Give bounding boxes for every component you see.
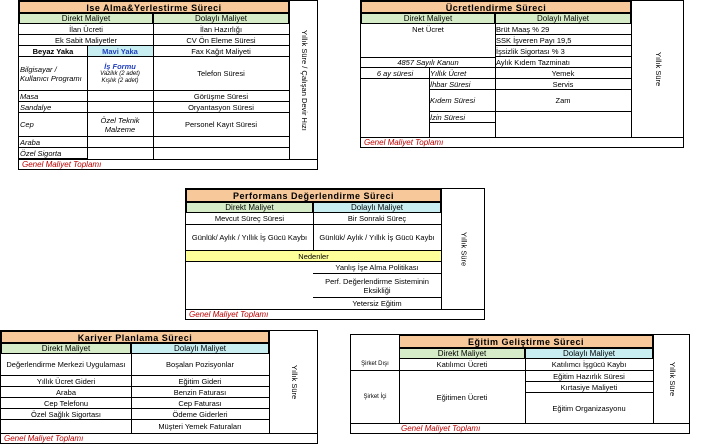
recruitment-direct-cell: İlan Ücreti [19, 24, 153, 35]
career-indirect-cell: Müşteri Yemek Faturaları [158, 422, 242, 431]
training-panel [350, 334, 690, 434]
compensation-panel [360, 0, 684, 148]
performance-side-label [441, 189, 486, 309]
blue-form-title: İş Formu [104, 62, 136, 71]
career-indirect-cell: Benzin Faturası [131, 387, 269, 398]
training-direct-cell: Katılımcı Ücreti [399, 359, 525, 371]
performance-direct-cell: Mevcut Süreç Süresi [186, 213, 313, 225]
recruitment-item: Özel Sigorta [19, 148, 87, 159]
career-direct-cell: Değerlendirme Merkezi Uygulaması [1, 354, 131, 376]
career-direct-cell: Yıllık Ücret Gideri [1, 376, 131, 387]
performance-indirect-cell: Bir Sonraki Süreç [313, 213, 441, 225]
compensation-right-row: İşsizlik Sigortası % 3 [495, 46, 631, 57]
reasons-header: Nedenler [186, 251, 441, 262]
recruitment-direct-header: Direkt Maliyet [19, 13, 153, 24]
blue-collar-empty [87, 102, 153, 113]
career-direct-cell: Özel Sağlık Sigortası [1, 409, 131, 420]
blue-form-note: Vazilık (2 adet) [100, 71, 140, 77]
compensation-side-text: Yıllık Süre [654, 51, 663, 87]
training-title: Eğitim Geliştirme Süreci [399, 335, 653, 348]
training-direct-cell: Eğitimen Ücreti [436, 392, 488, 402]
career-direct-cell: Cep Telefonu [1, 398, 131, 409]
performance-indirect-header: Dolaylı Maliyet [313, 202, 441, 213]
recruitment-indirect-header: Dolaylı Maliyet [153, 13, 289, 24]
recruitment-total: Genel Maliyet Toplamı [22, 160, 102, 169]
training-indirect-header: Dolaylı Maliyet [525, 348, 653, 359]
compensation-total: Genel Maliyet Toplamı [364, 138, 444, 147]
recruitment-item: Araba [19, 137, 87, 148]
recruitment-item: Masa [19, 91, 87, 102]
recruitment-indirect-cell: İlan Hazırlığı [153, 24, 289, 35]
compensation-sub: Kıdem Süresi [429, 90, 495, 112]
six-month-label: 6 ay süresi [361, 68, 429, 79]
career-side-text: Yıllık Süre [290, 364, 299, 400]
training-indirect-cell: Kırtasiye Maliyeti [525, 382, 653, 393]
training-indirect-cell: Katılımcı İşgücü Kaybı [525, 359, 653, 371]
compensation-side-label [631, 1, 685, 137]
recruitment-indirect-cell: Telefon Süresi [153, 57, 289, 91]
reason-item: Yetersiz Eğitim [352, 299, 402, 308]
recruitment-indirect-cell: CV Ön Eleme Süresi [153, 35, 289, 46]
training-direct-header: Direkt Maliyet [399, 348, 525, 359]
compensation-title: Ücretlendirme Süreci [361, 1, 631, 13]
blue-collar-form [87, 57, 153, 91]
recruitment-direct-cell: Ek Sabit Maliyetler [19, 35, 153, 46]
recruitment-indirect-cell: Görüşme Süresi [153, 91, 289, 102]
compensation-right-row: SSK İşveren Payı 19,5 [495, 35, 631, 46]
career-side-label [269, 331, 319, 433]
benefit-item: Yemek [495, 68, 631, 79]
career-indirect-header: Dolaylı Maliyet [131, 343, 269, 354]
compensation-sub: İhbar Süresi [429, 79, 495, 90]
reason-item: Yanlış İşe Alma Politikası [313, 262, 441, 274]
net-salary: Net Ücret [412, 25, 444, 34]
recruitment-item: Sandalye [19, 102, 87, 113]
internal-label: Şirket İçi [363, 393, 387, 400]
training-total: Genel Maliyet Toplamı [401, 424, 481, 433]
performance-total: Genel Maliyet Toplamı [189, 310, 269, 319]
recruitment-item: Bilgisayar / Kullanıcı Programı [19, 57, 87, 91]
recruitment-title: Ise Alma&Yerlestirme Süreci [19, 1, 289, 13]
blue-form-note: Kışlık (2 adet) [101, 78, 139, 84]
recruitment-indirect-cell: Fax Kağıt Maliyeti [153, 46, 289, 57]
career-panel [0, 330, 318, 444]
training-side-label [653, 335, 691, 423]
performance-direct-cell: Günlük/ Aylık / Yıllık İş Gücü Kaybı [186, 225, 313, 251]
recruitment-side-label [289, 1, 319, 159]
recruitment-indirect-empty [153, 137, 289, 148]
recruitment-indirect-cell: Oryantasyon Süresi [153, 102, 289, 113]
career-total: Genel Maliyet Toplamı [4, 434, 84, 443]
career-indirect-cell: Ödeme Giderleri [131, 409, 269, 420]
training-indirect-cell: Eğitim Hazırlık Süresi [525, 371, 653, 382]
recruitment-panel [18, 0, 318, 170]
compensation-sub: Yıllık Ücret [429, 68, 495, 79]
blue-collar-label: Mavi Yaka [87, 46, 153, 57]
career-title: Kariyer Planlama Süreci [1, 331, 269, 343]
external-label: Şirket Dışı [351, 359, 399, 371]
performance-direct-header: Direkt Maliyet [186, 202, 313, 213]
training-indirect-cell: Eğitim Organizasyonu [552, 403, 626, 413]
career-indirect-cell: Cep Faturası [131, 398, 269, 409]
career-direct-header: Direkt Maliyet [1, 343, 131, 354]
career-direct-cell: Araba [1, 387, 131, 398]
compensation-direct-header: Direkt Maliyet [361, 13, 495, 24]
compensation-indirect-header: Dolaylı Maliyet [495, 13, 631, 24]
blue-collar-empty [87, 137, 153, 148]
career-indirect-cell: Eğitim Gideri [131, 376, 269, 387]
white-collar-label: Beyaz Yaka [19, 46, 87, 57]
performance-panel [185, 188, 485, 320]
compensation-right-row: Aylık Kıdem Tazminatı [495, 57, 631, 68]
benefit-item: Zam [495, 90, 631, 112]
recruitment-item: Cep [19, 113, 87, 137]
benefit-item: Servis [495, 79, 631, 90]
recruitment-indirect-cell: Personel Kayıt Süresi [153, 113, 289, 137]
reason-item: Perf. Değerlendirme Sisteminin Eksikliği [313, 274, 441, 298]
law-label: 4857 Sayılı Kanun [361, 57, 495, 68]
performance-indirect-cell: Günlük/ Aylık / Yıllık İş Gücü Kaybı [313, 225, 441, 251]
training-side-text: Yıllık Süre [668, 361, 677, 397]
blue-collar-gear: Özel Teknik Malzeme [87, 113, 153, 137]
compensation-sub: İzin Süresi [429, 112, 495, 123]
recruitment-side-text: Yıllık Süre / Çalışan Devir Hızı [300, 29, 309, 131]
performance-title: Performans Değerlendirme Süreci [186, 189, 441, 202]
blue-collar-empty [87, 91, 153, 102]
performance-side-text: Yıllık Süre [459, 231, 469, 267]
compensation-right-row: Brüt Maaş % 29 [495, 24, 631, 35]
career-indirect-cell: Boşalan Pozisyonlar [131, 354, 269, 376]
